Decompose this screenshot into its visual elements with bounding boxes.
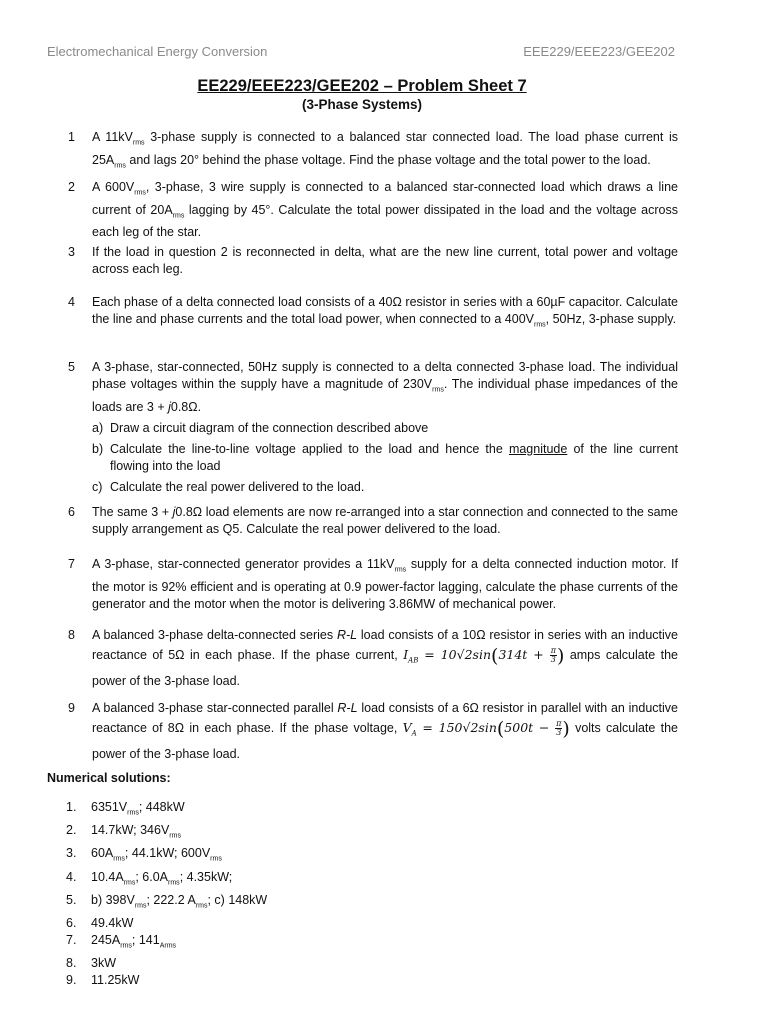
question-number: 4 xyxy=(68,295,75,309)
solution-item: 7. $245A_{rms}$; $141_{Arms}$ xyxy=(66,932,177,950)
solutions-heading: Numerical solutions: xyxy=(47,771,171,785)
question-text: A balanced 3-phase delta-connected series R-L load consists of a 10Ω resistor in series with an inductive reactance of 5Ω in each phase. If the phase current, $I_{AB} = 10√2\sin(314t$ + $\frac{\pi}{3}$ ) amps calculate the power of the 3-phase load. xyxy=(92,628,678,688)
question-text: Each phase of a delta connected load consists of a 40Ω resistor in series with a 60µF capacitor. Calculate the line and phase currents and the total load power, when connected to a $400V_{rms}$, 50Hz, 3-phase supply. xyxy=(92,295,678,329)
question-number: 5 xyxy=(68,360,75,374)
equation-current: $I_{AB} = 10√2\sin(314t$ + $\frac{\pi}{3}$ ) xyxy=(403,645,565,667)
solution-item: 2. 14.7kW; $346V_{rms}$ xyxy=(66,823,181,840)
question-8 xyxy=(68,625,678,691)
page-title: EE229/EEE223/GEE202 – Problem Sheet 7 xyxy=(197,77,527,95)
solution-item: 4. $10.4A_{rms}$; $6.0A_{rms}$; 4.35kW; xyxy=(66,869,233,887)
question-text: A $600V_{rms}$, 3-phase, 3 wire supply is connected to a balanced star-connected load which draws a line current of $20A_{rms}$ lagging by 45°. Calculate the total power dissipated in the load and the voltage across each leg of the star. xyxy=(92,180,679,239)
header-course-name: Electromechanical Energy Conversion xyxy=(47,44,268,59)
solution-item: 5. b) $398V_{rms}$; 222.2 $A_{rms}$; c) 148kW xyxy=(66,892,268,910)
solution-item: 1. $6351V_{rms}$; 448kW xyxy=(66,800,185,817)
question-number: 9 xyxy=(68,701,75,715)
solution-item: 8. 3kW xyxy=(66,955,116,970)
question-number: 8 xyxy=(68,628,75,642)
subquestion-a: a) Draw a circuit diagram of the connection described above xyxy=(92,420,429,435)
solution-item: 6. 49.4kW xyxy=(66,916,134,931)
equation-voltage: $V_A = 150√2\sin(500t$ − $\frac{\pi}{3}$ ) xyxy=(402,718,570,740)
solution-item: 3. $60A_{rms}$; 44.1kW; $600V_{rms}$ xyxy=(66,846,222,863)
solution-item: 9. 11.25kW xyxy=(66,972,140,987)
subquestion-b: b) Calculate the line-to-line voltage applied to the load and hence the magnitude of the line current flowing into the load xyxy=(92,441,678,473)
question-5 xyxy=(68,359,678,496)
page-subtitle: (3-Phase Systems) xyxy=(301,97,423,112)
question-number: 7 xyxy=(68,557,75,571)
question-4 xyxy=(68,294,678,334)
question-number: 3 xyxy=(68,245,75,259)
question-number: 2 xyxy=(68,180,75,194)
question-text: If the load in question 2 is reconnected in delta, what are the new line current, total power and voltage across each leg. xyxy=(92,245,678,276)
question-number: 6 xyxy=(68,505,75,519)
question-7 xyxy=(68,556,678,613)
question-9 xyxy=(68,698,678,764)
question-3 xyxy=(68,244,678,278)
question-text: A $11kV_{rms}$ 3-phase supply is connected to a balanced star connected load. The load phase current is $25A_{rms}$ and lags 20° behind the phase voltage. Find the phase voltage and the total power to the load. xyxy=(92,130,679,169)
question-2 xyxy=(68,179,678,241)
header-course-codes: EEE229/EEE223/GEE202 xyxy=(523,44,675,59)
question-text: A 3-phase, star-connected generator provides a $11kV_{rms}$ supply for a delta connected induction motor. If the motor is 92% efficient and is operating at 0.9 power-factor lagging, calculate the phase currents of the generator and the motor when the motor is delivering 3.86MW of mechanical power. xyxy=(92,557,679,611)
question-text: A 3-phase, star-connected, 50Hz supply is connected to a delta connected 3-phase load. The individual phase voltages within the supply have a magnitude of $230V_{rms}$. The individual phase impedances of the loads are 3 + j0.8Ω. a) Draw a circuit diagram of the connection described above b) Calculate the line-to-line voltage applied to the load and hence the magnitude of the line current flowing into the load c) Calculate the real power delivered to the load. xyxy=(92,360,678,494)
question-1 xyxy=(68,129,678,174)
solutions-list xyxy=(66,799,267,988)
question-text: A balanced 3-phase star-connected parallel R-L load consists of a 6Ω resistor in parallel with an inductive reactance of 8Ω in each phase. If the phase voltage, $V_A = 150√2\sin(500t$ − $\frac{\pi}{3}$ ) volts calculate the power of the 3-phase load. xyxy=(92,701,678,761)
question-6 xyxy=(68,504,678,538)
question-text: The same 3 + j0.8Ω load elements are now re-arranged into a star connection and connected to the same supply arrangement as Q5. Calculate the real power delivered to the load. xyxy=(92,505,679,536)
question-number: 1 xyxy=(68,130,75,144)
subquestion-c: c) Calculate the real power delivered to the load. xyxy=(92,479,365,494)
